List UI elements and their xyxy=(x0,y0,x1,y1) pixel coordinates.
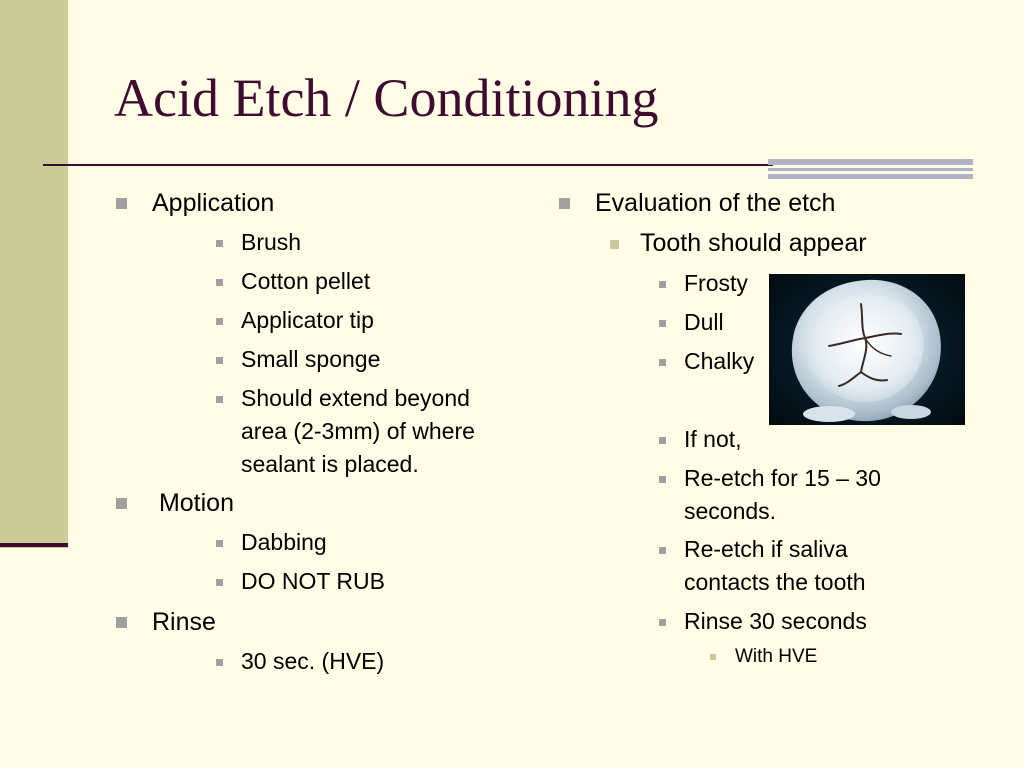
bullet-text: Small sponge xyxy=(241,346,381,372)
bullet-text-line: Re-etch for 15 – 30 xyxy=(684,465,881,491)
slide-title: Acid Etch / Conditioning xyxy=(114,68,659,128)
bullet-text: Rinse xyxy=(152,608,216,636)
square-bullet-icon xyxy=(659,359,666,366)
bullet-text: Application xyxy=(152,189,275,217)
square-bullet-icon xyxy=(116,498,127,509)
square-bullet-icon xyxy=(216,396,223,403)
bullet-text: Brush xyxy=(241,229,302,255)
bullet-text: Motion xyxy=(152,489,234,517)
bullet-text-line: Should extend beyond xyxy=(241,385,470,411)
bullet-text-line: sealant is placed. xyxy=(241,451,419,477)
square-bullet-icon xyxy=(710,654,716,660)
bullet-text: Evaluation of the etch xyxy=(595,189,836,217)
bullet-text: 30 sec. (HVE) xyxy=(241,648,385,674)
square-bullet-icon xyxy=(216,318,223,325)
bullet-text-line: Re-etch if saliva xyxy=(684,536,848,562)
bullet-text: Dull xyxy=(684,309,724,335)
bullet-text-line: area (2-3mm) of where xyxy=(241,418,475,444)
square-bullet-icon xyxy=(216,279,223,286)
square-bullet-icon xyxy=(659,281,666,288)
title-underline-accent xyxy=(768,159,973,179)
square-bullet-icon xyxy=(659,619,666,626)
square-bullet-icon xyxy=(216,579,223,586)
bullet-text: Cotton pellet xyxy=(241,268,371,294)
bullet-text: Chalky xyxy=(684,348,755,374)
square-bullet-icon xyxy=(216,240,223,247)
bullet-text: Rinse 30 seconds xyxy=(684,608,867,634)
left-accent-line xyxy=(0,543,68,547)
bullet-text: Tooth should appear xyxy=(640,229,867,257)
square-bullet-icon xyxy=(116,617,127,628)
square-bullet-icon xyxy=(216,659,223,666)
bullet-text: Frosty xyxy=(684,270,748,296)
square-bullet-icon xyxy=(659,547,666,554)
bullet-text: If not, xyxy=(684,426,742,452)
square-bullet-icon xyxy=(116,198,127,209)
bullet-text: With HVE xyxy=(735,646,818,667)
square-bullet-icon xyxy=(610,240,619,249)
square-bullet-icon xyxy=(659,320,666,327)
square-bullet-icon xyxy=(559,198,570,209)
bullet-text-line: contacts the tooth xyxy=(684,569,866,595)
tooth-photo xyxy=(769,274,965,425)
square-bullet-icon xyxy=(659,476,666,483)
square-bullet-icon xyxy=(216,357,223,364)
square-bullet-icon xyxy=(659,437,666,444)
bullet-text: Dabbing xyxy=(241,529,327,555)
left-accent-band xyxy=(0,0,68,548)
bullet-text: Applicator tip xyxy=(241,307,374,333)
bullet-text-line: seconds. xyxy=(684,498,777,524)
title-underline xyxy=(43,164,773,166)
bullet-text: DO NOT RUB xyxy=(241,568,385,594)
square-bullet-icon xyxy=(216,540,223,547)
